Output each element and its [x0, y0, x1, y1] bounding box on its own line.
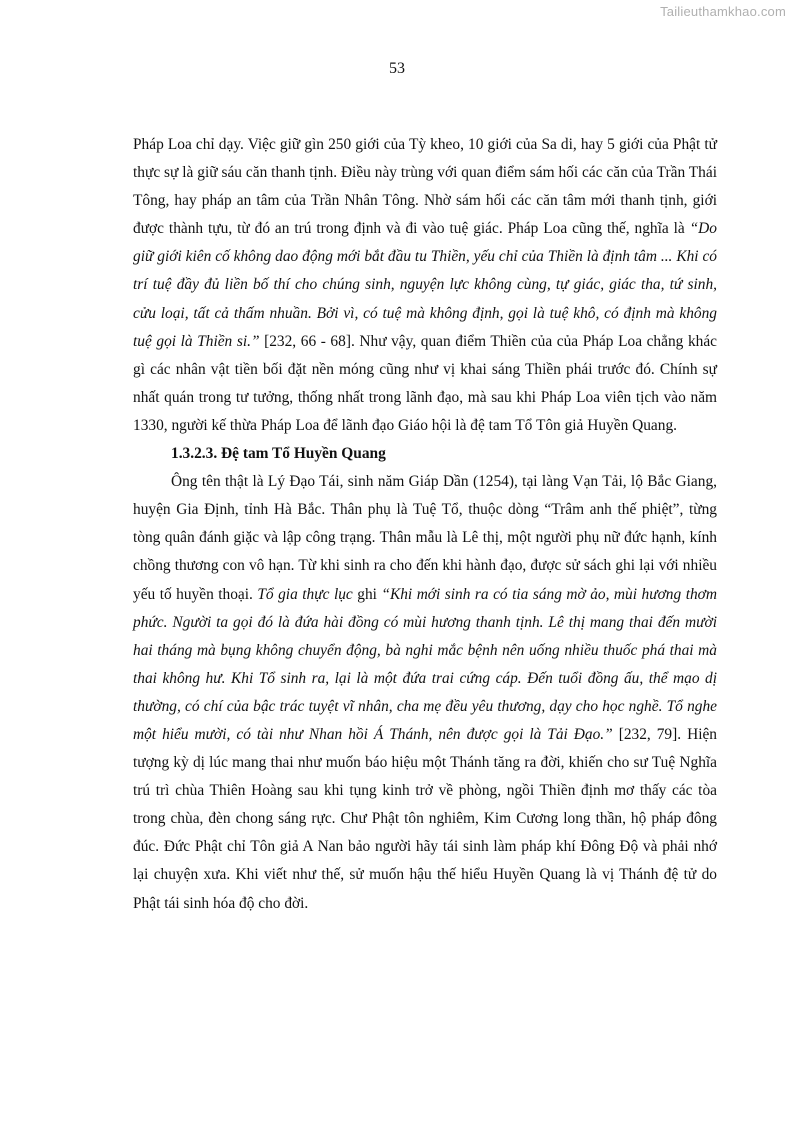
- paragraph-2-book-title: Tổ gia thực lục: [257, 585, 353, 603]
- watermark: Tailieuthamkhao.com: [660, 4, 786, 19]
- paragraph-2: [133, 468, 717, 918]
- section-heading: 1.3.2.3. Đệ tam Tổ Huyền Quang: [171, 445, 386, 463]
- paragraph-1-text-a: Pháp Loa chỉ dạy. Việc giữ gìn 250 giới của Tỳ kheo, 10 giới của Sa di, hay 5 giới của Phật tử thực sự là giữ sáu căn thanh tịnh. Điều này trùng với quan điểm sám hối các căn của Trần Thái Tông, hay pháp an tâm của Trần Nhân Tông. Nhờ sám hối các căn tâm mới thanh tịnh, giới được thành tựu, từ đó an trú trong định và đi vào tuệ giác. Pháp Loa cũng thế, nghĩa là: [133, 136, 717, 238]
- page-number: 53: [389, 60, 405, 77]
- paragraph-2-text-b: ghi: [352, 585, 382, 603]
- paragraph-1-quote: “Do giữ giới kiên cố không dao động mới bắt đầu tu Thiền, yếu chỉ của Thiền là định tâm ... Khi có trí tuệ đầy đủ liền bố thí cho chúng sinh, nguyện lực không cùng, tự giác, giác tha, tứ sinh, cửu loại, tất cả thấm nhuần. Bởi vì, có tuệ mà không định, gọi là tuệ khô, có định mà không tuệ gọi là Thiền si.”: [133, 220, 717, 350]
- paragraph-2-text-a: Ông tên thật là Lý Đạo Tái, sinh năm Giáp Dần (1254), tại làng Vạn Tải, lộ Bắc Giang, huyện Gia Định, tỉnh Hà Bắc. Thân phụ là Tuệ Tổ, thuộc dòng “Trâm anh thế phiệt”, từng tòng quân đánh giặc và lập công trạng. Thân mẫu là Lê thị, một người phụ nữ đức hạnh, kính chồng thương con vô hạn. Từ khi sinh ra cho đến khi hành đạo, được sử sách ghi lại với nhiều yếu tố huyền thoại.: [133, 473, 717, 603]
- paragraph-2-text-c: [232, 79]. Hiện tượng kỳ dị lúc mang thai như muốn báo hiệu một Thánh tăng ra đời, khiến cho sư Tuệ Nghĩa trú trì chùa Thiên Hoàng sau khi tụng kinh trở về phòng, ngồi Thiền định mơ thấy các tòa trong chùa, đèn chong sáng rực. Chư Phật tôn nghiêm, Kim Cương long thần, hộ pháp đông đúc. Đức Phật chỉ Tôn giả A Nan bảo người hãy tái sinh làm pháp khí Đông Độ và phải nhớ lại chuyện xưa. Khi viết như thế, sử muốn hậu thế hiểu Huyền Quang là vị Thánh đệ tử do Phật tái sinh hóa độ cho đời.: [133, 725, 717, 912]
- paragraph-1-text-b: [232, 66 - 68]. Như vậy, quan điểm Thiền của của Pháp Loa chẳng khác gì các nhân vật tiền bối đặt nền móng cũng như vị khai sáng Thiền phái trước đó. Chính sự nhất quán trong tư tưởng, thống nhất trong lãnh đạo, mà sau khi Pháp Loa viên tịch vào năm 1330, người kế thừa Pháp Loa để lãnh đạo Giáo hội là đệ tam Tổ Tôn giả Huyền Quang.: [133, 332, 717, 434]
- paragraph-2-quote: “Khi mới sinh ra có tia sáng mờ ảo, mùi hương thơm phức. Người ta gọi đó là đứa hài đồng có mùi hương thanh tịnh. Lê thị mang thai đến mười hai tháng mà bụng không chuyển động, bà nghi mắc bệnh nên uống nhiều thuốc phá thai mà thai không hư. Khi Tổ sinh ra, lại là một đứa trai cứng cáp. Đến tuổi đồng ấu, thể mạo dị thường, có chí của bậc trác tuyệt vĩ nhân, cha mẹ đều yêu thương, dạy cho học nghề. Tổ nghe một hiểu mười, có tài như Nhan hồi Á Thánh, nên được gọi là Tải Đạo.”: [133, 585, 717, 743]
- document-body: [133, 131, 717, 918]
- paragraph-1: [133, 131, 717, 440]
